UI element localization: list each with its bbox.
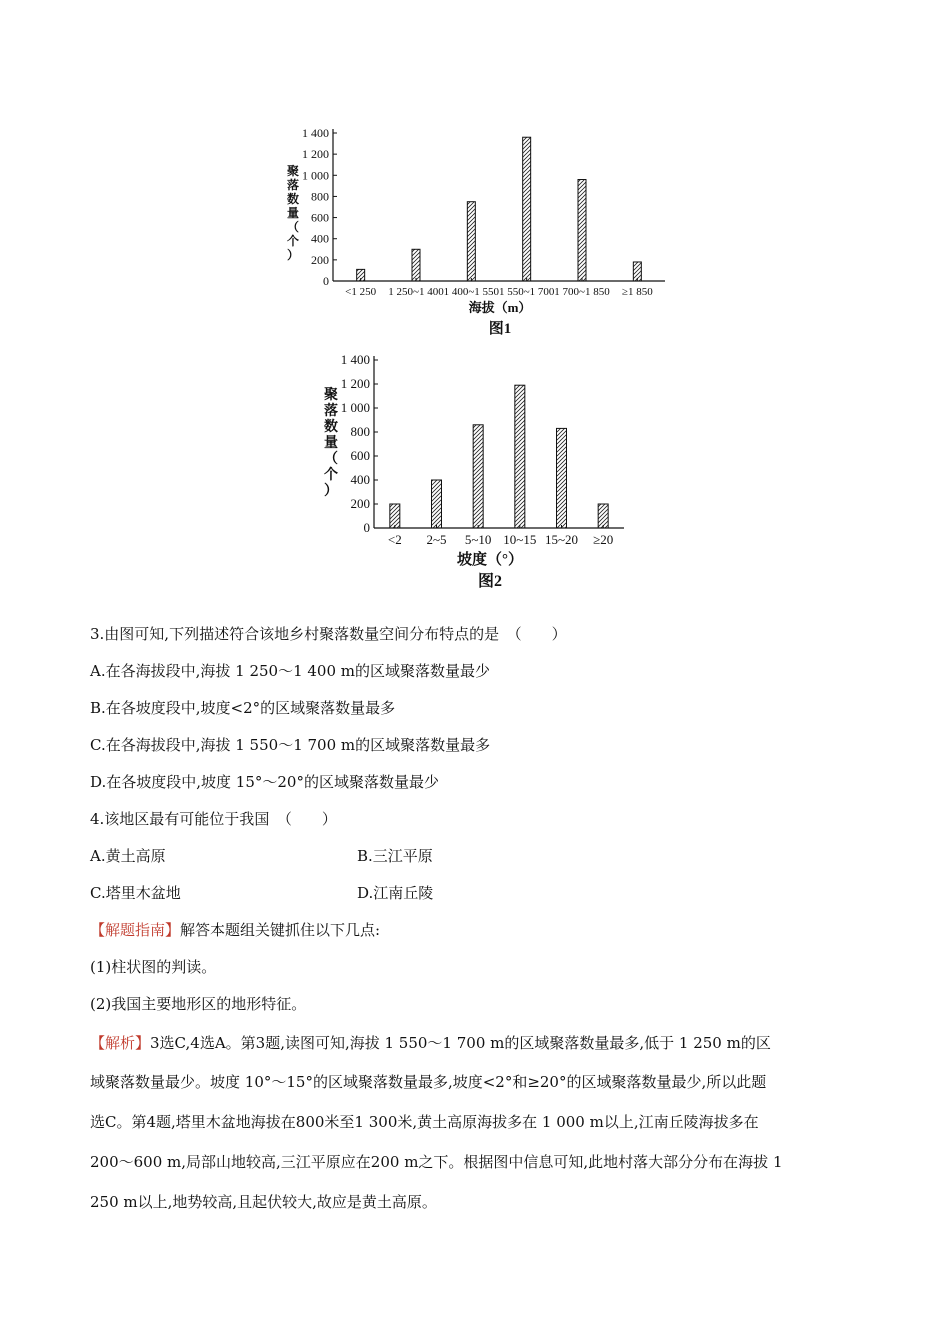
y-tick-label: 200 bbox=[350, 496, 370, 511]
x-tick-label: 15~20 bbox=[544, 532, 579, 547]
y-axis-label-char: 数 bbox=[286, 192, 300, 206]
y-tick-label: 800 bbox=[350, 424, 370, 439]
guide-point-1: (1)柱状图的判读。 bbox=[90, 958, 217, 976]
analysis-line-3: 选C。第4题,塔里木盆地海拔在800米至1 300米,黄土高原海拔多在 1 000 m以上,江南丘陵海拔多在 bbox=[90, 1113, 759, 1131]
chart-slope-svg bbox=[0, 345, 950, 600]
y-axis-label-char: 量 bbox=[324, 436, 338, 451]
figure-caption: 图1 bbox=[488, 321, 512, 337]
q4-stem: 4.该地区最有可能位于我国 （ ） bbox=[90, 810, 337, 828]
x-tick-label: 1 700~1 850 bbox=[554, 286, 610, 298]
y-axis-label-char: 聚 bbox=[324, 388, 338, 403]
bar bbox=[412, 249, 420, 281]
y-tick-label: 400 bbox=[311, 231, 329, 246]
chart-altitude-svg bbox=[0, 0, 950, 345]
x-tick-label: <2 bbox=[387, 532, 402, 547]
y-axis-label-char: 个 bbox=[324, 468, 338, 483]
y-tick-label: 0 bbox=[363, 520, 370, 535]
analysis-line-2: 域聚落数量最少。坡度 10°～15°的区域聚落数量最多,坡度<2°和≥20°的区域聚落数量最少,所以此题 bbox=[90, 1073, 767, 1091]
y-axis-label-char: ） bbox=[286, 248, 300, 262]
y-axis-label-char: 落 bbox=[324, 404, 338, 419]
y-axis-label-char: （ bbox=[324, 452, 338, 467]
y-axis-label-char: 数 bbox=[324, 420, 338, 435]
y-axis-label-char: 落 bbox=[286, 178, 300, 192]
x-tick-label: 5~10 bbox=[464, 532, 492, 547]
y-axis-label-char: 聚 bbox=[286, 164, 300, 178]
x-tick-label: 1 250~1 400 bbox=[388, 286, 444, 298]
bar bbox=[467, 202, 475, 281]
guide-point-2: (2)我国主要地形区的地形特征。 bbox=[90, 995, 307, 1013]
q4-option-c: C.塔里木盆地 bbox=[90, 884, 181, 902]
y-tick-label: 1 400 bbox=[340, 352, 370, 367]
x-tick-label: 1 550~1 700 bbox=[498, 286, 555, 298]
y-axis-label-char: ） bbox=[324, 484, 338, 499]
y-axis-label-char: 量 bbox=[286, 206, 300, 220]
y-tick-label: 200 bbox=[311, 252, 329, 267]
y-axis-label-char: 个 bbox=[286, 234, 300, 248]
bar bbox=[473, 425, 483, 528]
q3-stem: 3.由图可知,下列描述符合该地乡村聚落数量空间分布特点的是 （ ） bbox=[90, 625, 567, 643]
x-tick-label: 10~15 bbox=[503, 532, 537, 547]
figure-caption: 图2 bbox=[477, 573, 503, 590]
x-axis-label: 坡度（°） bbox=[457, 552, 523, 568]
q4-option-b: B.三江平原 bbox=[357, 847, 433, 865]
x-tick-label: 1 400~1 550 bbox=[443, 286, 500, 298]
guide-text: 解答本题组关键抓住以下几点: bbox=[180, 921, 381, 939]
q3-option-d: D.在各坡度段中,坡度 15°～20°的区域聚落数量最少 bbox=[90, 773, 439, 791]
y-tick-label: 600 bbox=[350, 448, 370, 463]
y-tick-label: 800 bbox=[311, 189, 329, 204]
guide-tag: 【解题指南】 bbox=[90, 921, 181, 939]
y-tick-label: 1 200 bbox=[340, 376, 370, 391]
guide-line bbox=[90, 920, 380, 940]
q4-option-a: A.黄土高原 bbox=[90, 847, 166, 865]
y-tick-label: 600 bbox=[311, 210, 329, 225]
bar bbox=[515, 385, 525, 528]
analysis-text-1: 3选C,4选A。第3题,读图可知,海拔 1 550～1 700 m的区域聚落数量最多,低于 1 250 m的区 bbox=[150, 1034, 771, 1052]
bar bbox=[432, 480, 442, 528]
y-tick-label: 400 bbox=[350, 472, 370, 487]
q3-option-b: B.在各坡度段中,坡度<2°的区域聚落数量最多 bbox=[90, 699, 396, 717]
y-tick-label: 1 200 bbox=[302, 147, 329, 162]
q3-option-c: C.在各海拔段中,海拔 1 550～1 700 m的区域聚落数量最多 bbox=[90, 736, 491, 754]
analysis-line-5: 250 m以上,地势较高,且起伏较大,故应是黄土高原。 bbox=[90, 1193, 437, 1211]
chart-altitude bbox=[0, 0, 950, 345]
y-tick-label: 1 400 bbox=[302, 126, 329, 140]
y-axis-label-char: （ bbox=[286, 220, 300, 234]
bar bbox=[578, 180, 586, 281]
bar bbox=[557, 428, 567, 528]
x-axis-label: 海拔（m） bbox=[468, 300, 532, 315]
q4-option-d: D.江南丘陵 bbox=[357, 884, 434, 902]
y-tick-label: 0 bbox=[323, 274, 329, 288]
x-tick-label: ≥1 850 bbox=[621, 286, 653, 298]
analysis-line-1 bbox=[90, 1033, 771, 1053]
chart-slope bbox=[0, 345, 950, 600]
y-tick-label: 1 000 bbox=[340, 400, 370, 415]
x-tick-label: ≥20 bbox=[593, 532, 614, 547]
y-tick-label: 1 000 bbox=[302, 168, 329, 183]
q3-option-a: A.在各海拔段中,海拔 1 250～1 400 m的区域聚落数量最少 bbox=[90, 662, 491, 680]
analysis-line-4: 200～600 m,局部山地较高,三江平原应在200 m之下。根据图中信息可知,此地村落大部分分布在海拔 1 bbox=[90, 1153, 783, 1171]
bar bbox=[390, 504, 400, 528]
bar bbox=[598, 504, 608, 528]
bar bbox=[523, 137, 531, 281]
x-tick-label: <1 250 bbox=[345, 286, 377, 298]
analysis-tag: 【解析】 bbox=[90, 1034, 151, 1052]
x-tick-label: 2~5 bbox=[426, 532, 447, 547]
